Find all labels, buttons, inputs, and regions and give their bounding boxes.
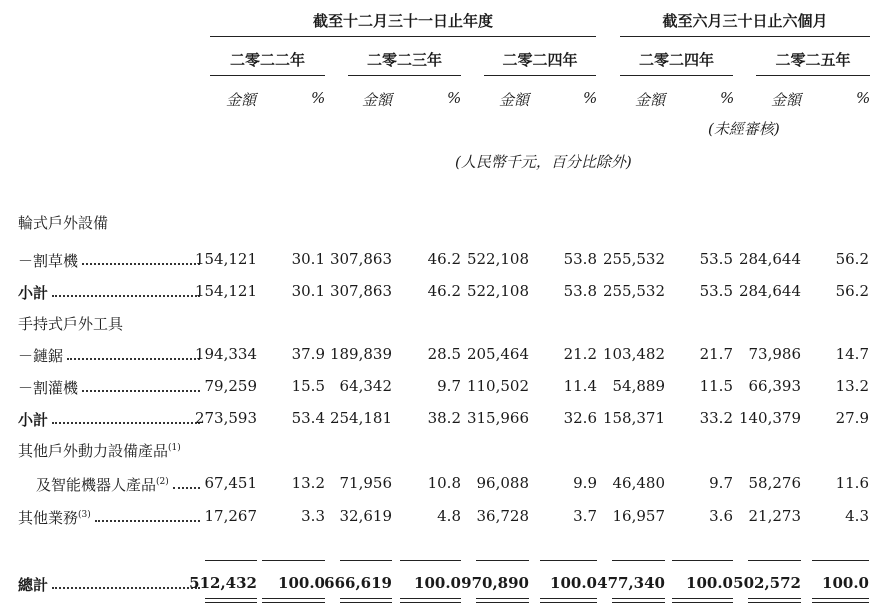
- percent-cell: 100.0: [822, 574, 869, 592]
- year-header-2025-h1: 二零二五年: [775, 51, 851, 69]
- amount-cell: 315,966: [466, 409, 529, 427]
- amount-cell: 46,480: [612, 474, 665, 492]
- percent-cell: 100.0: [278, 574, 325, 592]
- amount-cell: 502,572: [733, 574, 801, 592]
- unaudited-note: (未經審核): [708, 120, 780, 138]
- percent-cell: 28.5: [427, 345, 461, 363]
- amount-cell: 666,619: [324, 574, 392, 592]
- year-rule-2022: [210, 75, 325, 76]
- year-rule-2024-h1: [620, 75, 733, 76]
- year-rule-2023: [348, 75, 461, 76]
- year-rule-2025-h1: [756, 75, 870, 76]
- row-label-text: 小計: [18, 411, 49, 429]
- percent-cell: 11.5: [699, 377, 733, 395]
- amount-cell: 522,108: [466, 250, 529, 268]
- total-double-rule: [748, 598, 801, 603]
- amount-cell: 154,121: [194, 282, 257, 300]
- percent-cell: 21.2: [563, 345, 597, 363]
- row-label-item: [18, 250, 78, 271]
- unit-note: (人民幣千元，百分比除外): [455, 153, 632, 171]
- percent-cell: 15.5: [291, 377, 325, 395]
- total-top-rule: [340, 560, 392, 561]
- row-label-text: －割灌機: [18, 379, 79, 397]
- amount-cell: 273,593: [194, 409, 257, 427]
- percent-header-2024: %: [583, 89, 598, 107]
- percent-cell: 46.2: [427, 250, 461, 268]
- percent-cell: 4.3: [845, 507, 869, 525]
- amount-cell: 254,181: [329, 409, 392, 427]
- total-double-rule: [340, 598, 392, 603]
- row-label-total: [18, 574, 48, 595]
- amount-cell: 970,890: [461, 574, 529, 592]
- percent-cell: 53.8: [563, 250, 597, 268]
- percent-cell: 33.2: [699, 409, 733, 427]
- percent-cell: 100.0: [550, 574, 597, 592]
- percent-cell: 56.2: [835, 282, 869, 300]
- amount-cell: 307,863: [329, 250, 392, 268]
- total-double-rule: [205, 598, 257, 603]
- year-header-2022: 二零二二年: [229, 51, 305, 69]
- amount-cell: 158,371: [602, 409, 665, 427]
- amount-cell: 255,532: [602, 250, 665, 268]
- year-rule-2024: [484, 75, 596, 76]
- percent-cell: 37.9: [291, 345, 325, 363]
- footnote-marker: (2): [156, 477, 169, 487]
- percent-cell: 9.9: [573, 474, 597, 492]
- row-label-category: [18, 440, 181, 461]
- amount-cell: 140,379: [738, 409, 801, 427]
- footnote-marker: (1): [168, 443, 181, 453]
- percent-header-2023: %: [447, 89, 462, 107]
- year-header-2024: 二零二四年: [502, 51, 578, 69]
- total-double-rule: [672, 598, 733, 603]
- row-label-text: 其他業務: [18, 509, 79, 527]
- amount-cell: 79,259: [204, 377, 257, 395]
- amount-cell: 36,728: [476, 507, 529, 525]
- amount-cell: 64,342: [339, 377, 392, 395]
- percent-cell: 53.5: [699, 282, 733, 300]
- row-label-subtotal: [18, 282, 48, 303]
- amount-cell: 32,619: [339, 507, 392, 525]
- amount-cell: 284,644: [738, 282, 801, 300]
- amount-cell: 54,889: [612, 377, 665, 395]
- row-label-text: －割草機: [18, 252, 79, 270]
- amount-cell: 512,432: [189, 574, 257, 592]
- percent-cell: 13.2: [835, 377, 869, 395]
- total-top-rule: [400, 560, 461, 561]
- percent-cell: 3.3: [301, 507, 325, 525]
- amount-cell: 477,340: [597, 574, 665, 592]
- total-top-rule: [205, 560, 257, 561]
- total-double-rule: [262, 598, 325, 603]
- amount-cell: 21,273: [748, 507, 801, 525]
- total-top-rule: [476, 560, 529, 561]
- percent-cell: 32.6: [563, 409, 597, 427]
- percent-cell: 56.2: [835, 250, 869, 268]
- year-header-2023: 二零二三年: [366, 51, 442, 69]
- row-label-category: [18, 313, 123, 334]
- amount-cell: 66,393: [748, 377, 801, 395]
- percent-cell: 38.2: [427, 409, 461, 427]
- amount-cell: 16,957: [612, 507, 665, 525]
- percent-cell: 27.9: [835, 409, 869, 427]
- percent-cell: 100.0: [414, 574, 461, 592]
- header-group-six-months-rule: [620, 36, 870, 37]
- amount-header-2024: 金額: [499, 91, 530, 109]
- total-top-rule: [540, 560, 597, 561]
- percent-header-2024-h1: %: [720, 89, 735, 107]
- total-double-rule: [476, 598, 529, 603]
- percent-cell: 4.8: [437, 507, 461, 525]
- amount-header-2025-h1: 金額: [771, 91, 802, 109]
- total-top-rule: [748, 560, 801, 561]
- amount-cell: 67,451: [204, 474, 257, 492]
- row-label-text: －鏈鋸: [18, 347, 64, 365]
- row-label-item: [18, 507, 91, 528]
- amount-cell: 58,276: [748, 474, 801, 492]
- footnote-marker: (3): [78, 510, 91, 520]
- total-double-rule: [540, 598, 597, 603]
- amount-cell: 307,863: [329, 282, 392, 300]
- percent-cell: 13.2: [291, 474, 325, 492]
- row-label-text: 手持式戶外工具: [18, 315, 124, 333]
- percent-cell: 53.5: [699, 250, 733, 268]
- amount-cell: 189,839: [329, 345, 392, 363]
- row-label-category: [18, 212, 108, 233]
- percent-cell: 53.4: [291, 409, 325, 427]
- percent-cell: 30.1: [291, 250, 325, 268]
- amount-header-2024-h1: 金額: [635, 91, 666, 109]
- percent-cell: 46.2: [427, 282, 461, 300]
- total-top-rule: [262, 560, 325, 561]
- header-group-six-months: 截至六月三十日止六個月: [662, 12, 828, 30]
- total-top-rule: [612, 560, 665, 561]
- row-label-text: 其他戶外動力設備產品: [18, 442, 169, 460]
- row-label-text: 小計: [18, 284, 49, 302]
- row-label-text: 及智能機器人產品: [36, 476, 157, 494]
- amount-cell: 284,644: [738, 250, 801, 268]
- row-label-text: 總計: [18, 576, 49, 594]
- percent-header-2022: %: [311, 89, 326, 107]
- percent-header-2025-h1: %: [856, 89, 871, 107]
- percent-cell: 53.8: [563, 282, 597, 300]
- total-top-rule: [812, 560, 869, 561]
- percent-cell: 3.6: [709, 507, 733, 525]
- amount-cell: 17,267: [204, 507, 257, 525]
- percent-cell: 30.1: [291, 282, 325, 300]
- percent-cell: 3.7: [573, 507, 597, 525]
- amount-cell: 522,108: [466, 282, 529, 300]
- year-header-2024-h1: 二零二四年: [638, 51, 714, 69]
- amount-cell: 73,986: [748, 345, 801, 363]
- amount-cell: 110,502: [466, 377, 529, 395]
- row-label-item: [36, 474, 169, 495]
- percent-cell: 14.7: [835, 345, 869, 363]
- percent-cell: 11.4: [563, 377, 597, 395]
- amount-header-2023: 金額: [362, 91, 393, 109]
- amount-cell: 71,956: [339, 474, 392, 492]
- amount-cell: 194,334: [194, 345, 257, 363]
- row-label-subtotal: [18, 409, 48, 430]
- header-group-annual: 截至十二月三十一日止年度: [312, 12, 493, 30]
- amount-cell: 103,482: [602, 345, 665, 363]
- row-label-item: [18, 377, 78, 398]
- total-double-rule: [400, 598, 461, 603]
- row-label-text: 輪式戶外設備: [18, 214, 109, 232]
- percent-cell: 10.8: [427, 474, 461, 492]
- percent-cell: 11.6: [835, 474, 869, 492]
- percent-cell: 100.0: [686, 574, 733, 592]
- percent-cell: 21.7: [699, 345, 733, 363]
- total-top-rule: [672, 560, 733, 561]
- row-label-item: [18, 345, 63, 366]
- total-double-rule: [612, 598, 665, 603]
- amount-header-2022: 金額: [226, 91, 257, 109]
- amount-cell: 96,088: [476, 474, 529, 492]
- percent-cell: 9.7: [709, 474, 733, 492]
- amount-cell: 205,464: [466, 345, 529, 363]
- total-double-rule: [812, 598, 869, 603]
- header-group-annual-rule: [210, 36, 596, 37]
- amount-cell: 255,532: [602, 282, 665, 300]
- amount-cell: 154,121: [194, 250, 257, 268]
- percent-cell: 9.7: [437, 377, 461, 395]
